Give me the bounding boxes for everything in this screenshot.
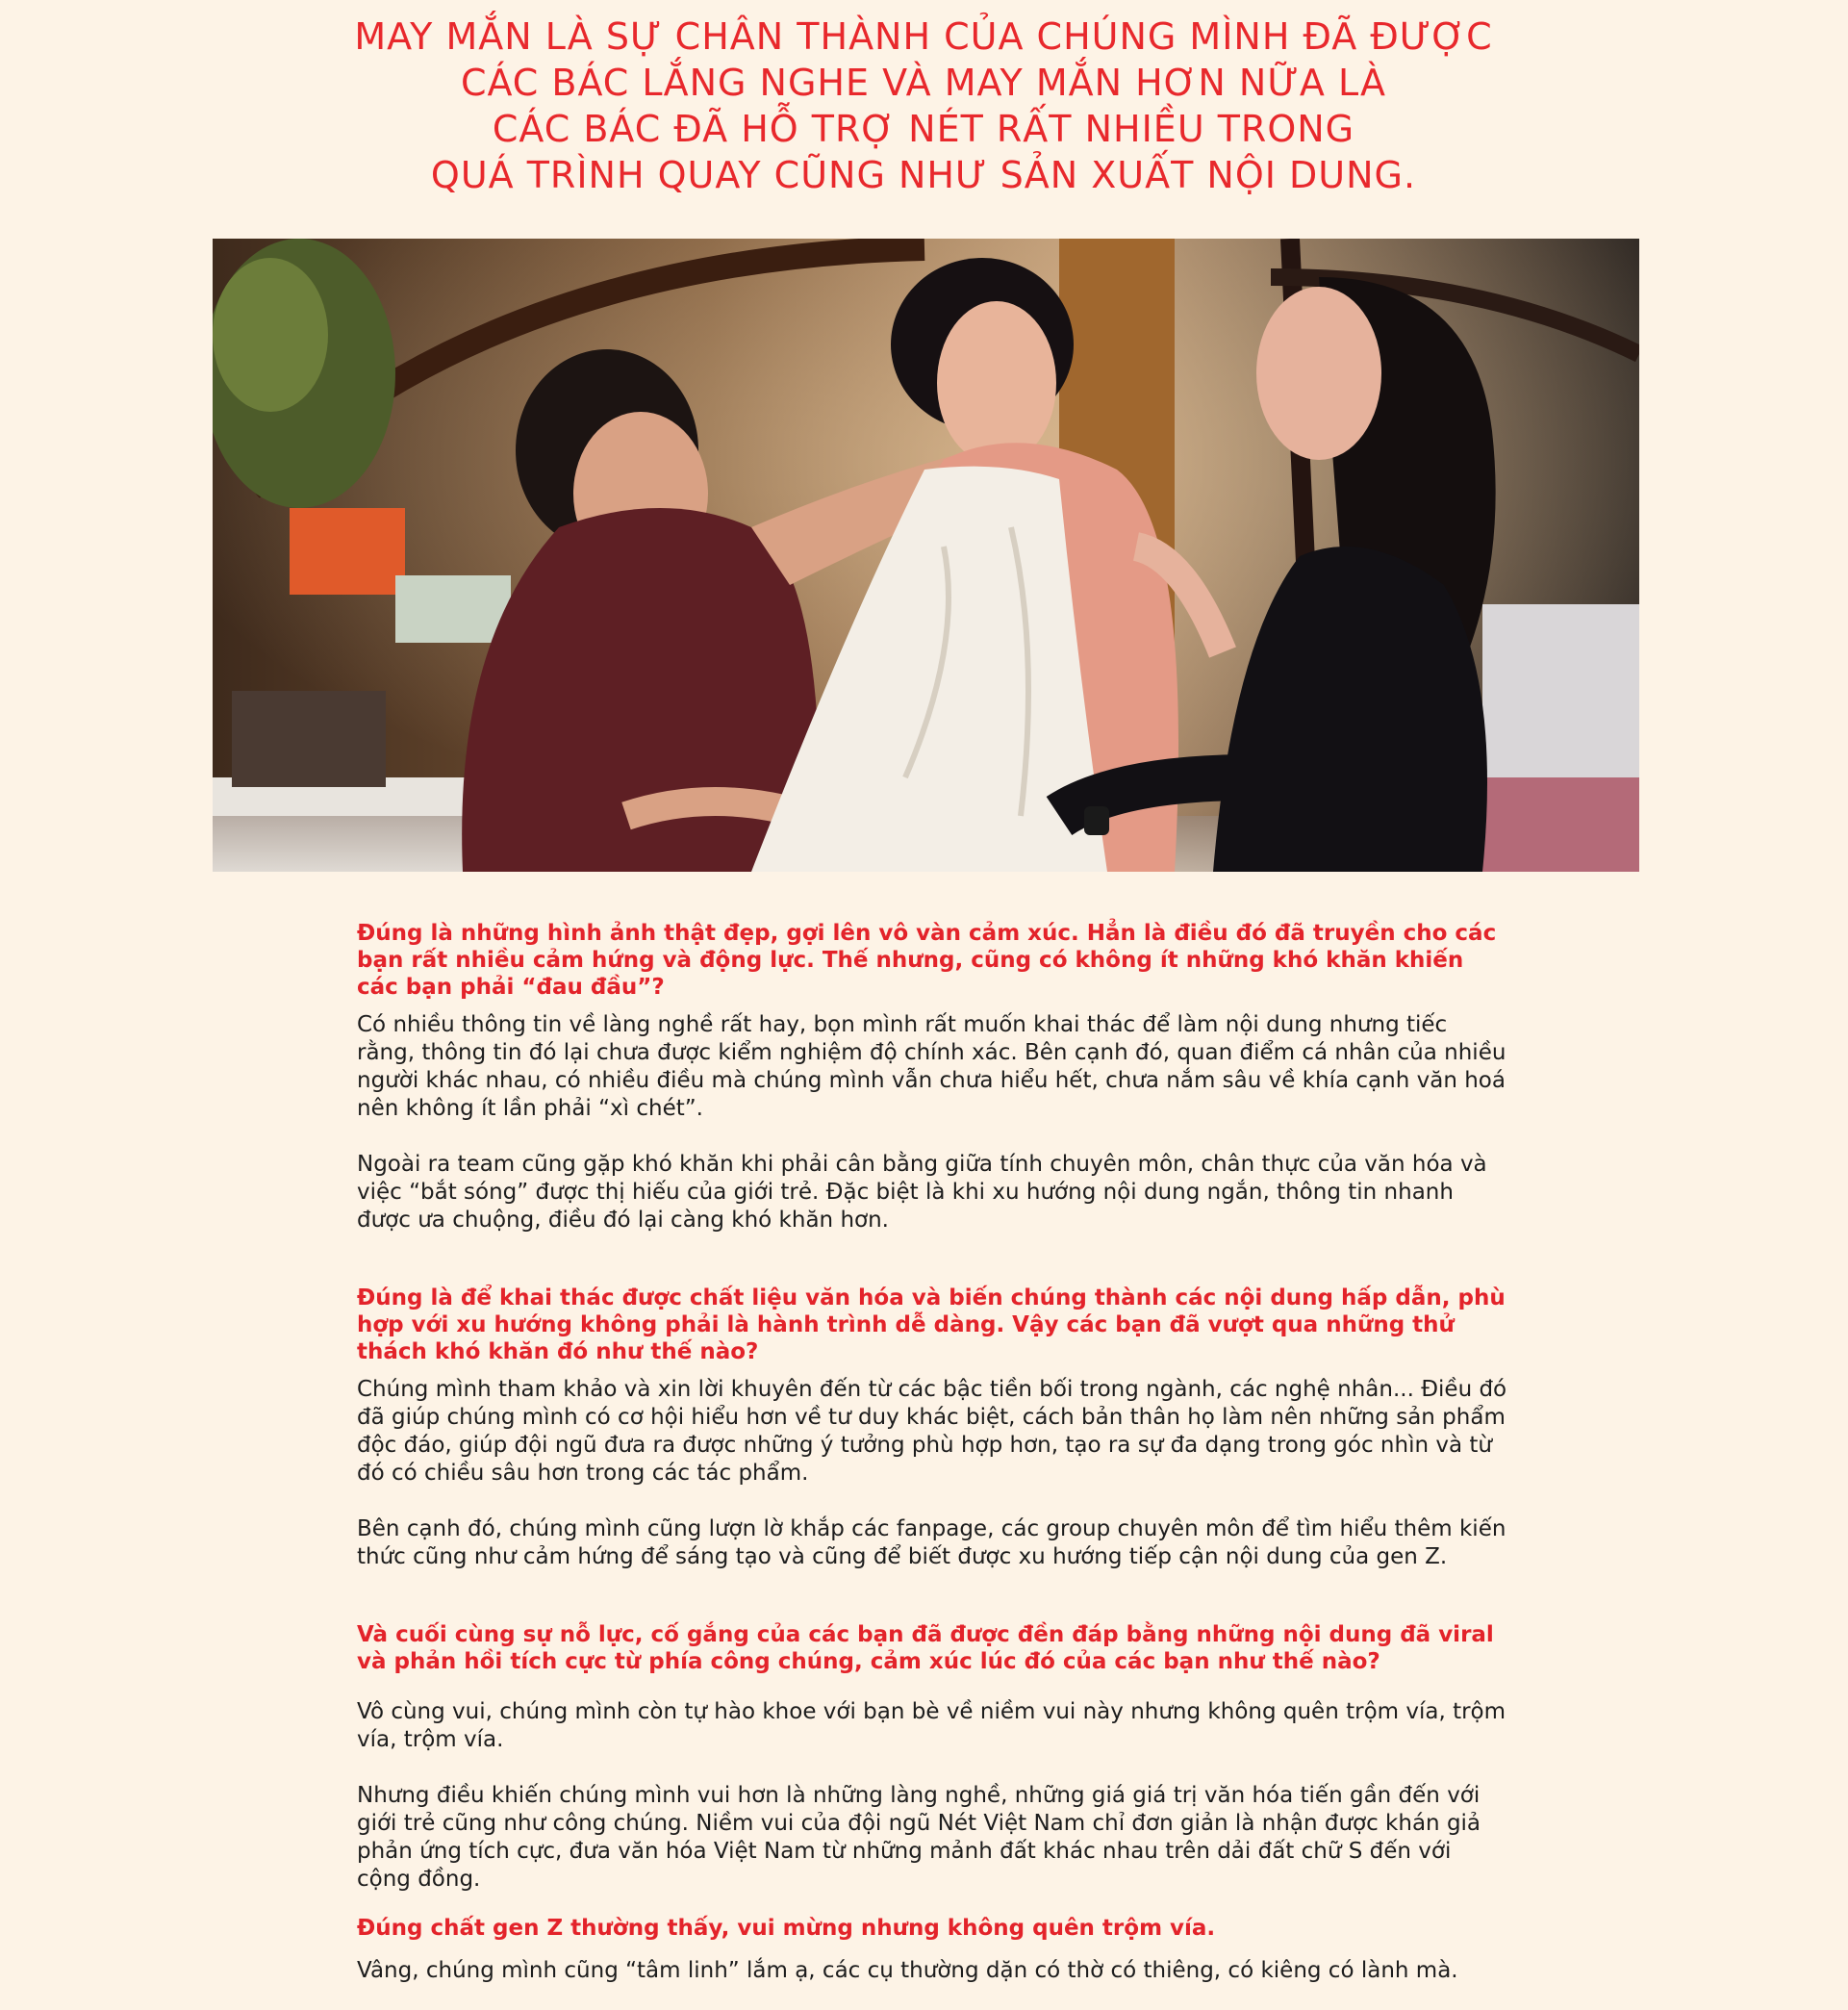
article-body bbox=[357, 920, 1511, 1985]
interview-answer-paragraph: Bên cạnh đó, chúng mình cũng lượn lờ khắp các fanpage, các group chuyên môn để tìm hiểu thêm kiến thức cũng như cảm hứng để sáng tạo và cũng để biết được xu hướng tiếp cận nội dung của gen Z. bbox=[357, 1516, 1506, 1569]
interview-question: Và cuối cùng sự nỗ lực, cố gắng của các bạn đã được đền đáp bằng những nội dung đã viral và phản hồi tích cực từ phía công chúng, cảm xúc lúc đó của các bạn như thế nào? bbox=[357, 1622, 1494, 1674]
headline-line: MAY MẮN LÀ SỰ CHÂN THÀNH CỦA CHÚNG MÌNH ĐÃ ĐƯỢC bbox=[354, 15, 1493, 58]
interview-answer-paragraph: Vâng, chúng mình cũng “tâm linh” lắm ạ, các cụ thường dặn có thờ có thiêng, có kiêng có lành mà. bbox=[357, 1958, 1458, 1983]
interview-answer-paragraph: Nhưng điều khiến chúng mình vui hơn là những làng nghề, những giá giá trị văn hóa tiến gần đến với giới trẻ cũng như công chúng. Niềm vui của đội ngũ Nét Việt Nam chỉ đơn giản là nhận được khán giả phản ứng tích cực, đưa văn hóa Việt Nam từ những mảnh đất khác nhau trên dải đất chữ S đến với cộng đồng. bbox=[357, 1783, 1481, 1892]
interview-answer-paragraph: Vô cùng vui, chúng mình còn tự hào khoe với bạn bè về niềm vui này nhưng không quên trộm vía, trộm vía, trộm vía. bbox=[357, 1699, 1506, 1752]
article-photo bbox=[213, 239, 1639, 872]
headline-line: CÁC BÁC LẮNG NGHE VÀ MAY MẮN HƠN NỮA LÀ bbox=[460, 62, 1387, 104]
interview-question: Đúng chất gen Z thường thấy, vui mừng nhưng không quên trộm vía. bbox=[357, 1916, 1216, 1941]
interview-answer-paragraph: Chúng mình tham khảo và xin lời khuyên đến từ các bậc tiền bối trong ngành, các nghệ nhân... Điều đó đã giúp chúng mình có cơ hội hiểu hơn về tư duy khác biệt, cách bản thân họ làm nên những sản phẩm độc đáo, giúp đội ngũ đưa ra được những ý tưởng phù hợp hơn, tạo ra sự đa dạng trong góc nhìn và từ đó có chiều sâu hơn trong các tác phẩm. bbox=[357, 1377, 1507, 1486]
headline-line: CÁC BÁC ĐÃ HỖ TRỢ NÉT RẤT NHIỀU TRONG bbox=[492, 108, 1355, 150]
interview-question: Đúng là những hình ảnh thật đẹp, gợi lên vô vàn cảm xúc. Hẳn là điều đó đã truyền cho các bạn rất nhiều cảm hứng và động lực. Thế nhưng, cũng có không ít những khó khăn khiến các bạn phải “đau đầu”? bbox=[357, 921, 1497, 1000]
tailor-fitting-illustration bbox=[213, 239, 1639, 872]
interview-answer-paragraph: Ngoài ra team cũng gặp khó khăn khi phải cân bằng giữa tính chuyên môn, chân thực của văn hóa và việc “bắt sóng” được thị hiếu của giới trẻ. Đặc biệt là khi xu hướng nội dung ngắn, thông tin nhanh được ưa chuộng, điều đó lại càng khó khăn hơn. bbox=[357, 1152, 1487, 1233]
interview-answer-paragraph: Có nhiều thông tin về làng nghề rất hay, bọn mình rất muốn khai thác để làm nội dung nhưng tiếc rằng, thông tin đó lại chưa được kiểm nghiệm độ chính xác. Bên cạnh đó, quan điểm cá nhân của nhiều người khác nhau, có nhiều điều mà chúng mình vẫn chưa hiểu hết, chưa nắm sâu về khía cạnh văn hoá nên không ít lần phải “xì chét”. bbox=[357, 1012, 1506, 1121]
headline-line: QUÁ TRÌNH QUAY CŨNG NHƯ SẢN XUẤT NỘI DUNG. bbox=[430, 154, 1417, 196]
headline bbox=[212, 13, 1635, 198]
interview-question: Đúng là để khai thác được chất liệu văn hóa và biến chúng thành các nội dung hấp dẫn, phù hợp với xu hướng không phải là hành trình dễ dàng. Vậy các bạn đã vượt qua những thử thách khó khăn đó như thế nào? bbox=[357, 1285, 1506, 1364]
